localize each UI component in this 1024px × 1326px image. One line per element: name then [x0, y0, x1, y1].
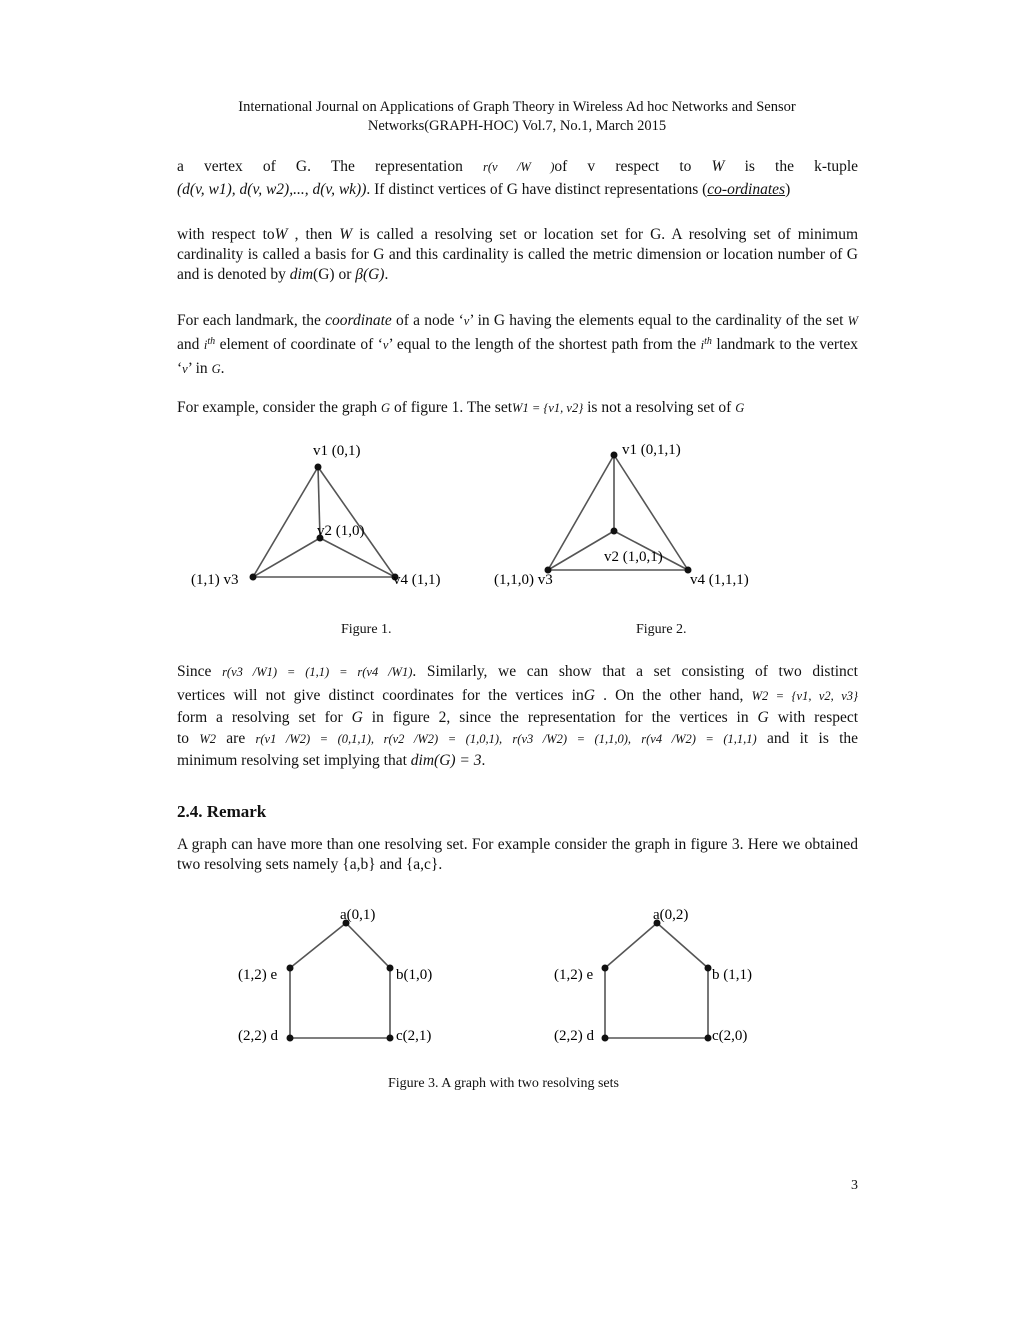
p4-text-c: is not a resolving set of	[587, 399, 732, 416]
p5-line-5	[177, 750, 858, 772]
edge-a-e	[290, 923, 346, 968]
paragraph-example	[177, 398, 858, 418]
p3-math-v3: v	[182, 362, 188, 376]
p3-text-h: ’ in	[187, 360, 208, 377]
label-c: c(2,0)	[712, 1028, 748, 1044]
node-c	[387, 1035, 394, 1042]
p3-coordinate-term: coordinate	[325, 312, 392, 329]
p1-line-1	[177, 157, 858, 177]
p4-math-set: W1 = {v1, v2}	[512, 401, 584, 415]
label-v1: v1 (0,1,1)	[622, 442, 681, 458]
p3-text-d: and	[177, 336, 200, 353]
node-v3	[250, 574, 257, 581]
p4-math-g1: G	[381, 401, 391, 415]
p2-text-a: with respect to	[177, 226, 275, 243]
p4-text-b: of figure 1. The set	[393, 399, 513, 416]
p1-math-w: W	[711, 158, 725, 175]
p2-text-d: (G) or	[313, 266, 352, 283]
p5-math-r3: r(v3 /W2) = (1,1,0),	[512, 732, 631, 746]
p1-text-a: a vertex of G. The representation	[177, 158, 463, 175]
node-e	[287, 965, 294, 972]
p5-math-dim: dim(G) = 3	[410, 752, 482, 769]
label-b: b (1,1)	[712, 967, 752, 983]
p5-math-g2: G	[757, 709, 769, 726]
label-b: b(1,0)	[396, 967, 433, 983]
p5-line-2	[177, 684, 858, 708]
p2-text-c: is called a resolving set or location set for G. A resolving set of minimum cardinality is called a basis for G and this cardinality is called the metric dimension or location number of G and is denoted by	[177, 226, 859, 283]
header-line-1: International Journal on Applications of Graph Theory in Wireless Ad hoc Networks and Sensor	[238, 99, 796, 115]
edge-a-b	[657, 923, 708, 968]
node-e	[602, 965, 609, 972]
p4-math-g2: G	[735, 401, 745, 415]
paragraph-remark: A graph can have more than one resolving set. For example consider the graph in figure 3. Here we obtained two resolving sets namely {a,b} and {a,c}.	[177, 836, 858, 873]
right-nodes	[602, 920, 712, 1042]
node-b	[387, 965, 394, 972]
p3-text-b: of a node ‘	[396, 312, 464, 329]
label-a: a(0,1)	[340, 907, 376, 923]
p5-math-eq1: r(v3 /W1) = (1,1) = r(v4 /W1)	[222, 665, 413, 679]
p5-text-b: . Similarly, we can show that a set consisting of two distinct	[412, 663, 858, 680]
p3-math-ith	[203, 335, 216, 352]
edge-a-e	[605, 923, 657, 968]
p2-dim: dim	[289, 266, 314, 283]
p5-text-e: form a resolving set for	[177, 709, 343, 726]
edge-v1-v3	[253, 467, 318, 577]
p5-text-a: Since	[177, 663, 212, 680]
left-edges	[290, 923, 390, 1038]
running-header	[150, 98, 884, 136]
edge-v2-v3	[253, 538, 320, 577]
figure-2-graph	[490, 435, 780, 595]
p3-ith-base: i	[203, 338, 208, 352]
paragraph-resolving-set	[177, 225, 858, 285]
p5-text-c: vertices will not give distinct coordinates for the vertices in	[177, 687, 584, 704]
p5-line-1	[177, 660, 858, 684]
p5-line-4	[177, 728, 858, 750]
figure-3-right-graph	[554, 907, 752, 1044]
edge-v1-v4	[318, 467, 395, 577]
p3-math-ith2	[700, 335, 712, 352]
p5-math-r4: r(v4 /W2) = (1,1,1)	[641, 732, 757, 746]
p2-math-w1: W	[274, 226, 288, 243]
figure-1-graph	[185, 435, 465, 595]
label-v2: v2 (1,0,1)	[604, 549, 663, 565]
p4-text-a: For example, consider the graph	[177, 399, 378, 416]
label-v3: (1,1) v3	[191, 572, 239, 588]
p5-text-f: in figure 2, since the representation for the vertices in	[371, 709, 749, 726]
section-heading: 2.4. Remark	[177, 802, 267, 821]
node-d	[602, 1035, 609, 1042]
p3-math-v1: v	[463, 314, 470, 328]
paragraph-coordinate	[177, 309, 858, 381]
p3-ith2-sup: th	[704, 335, 712, 347]
p5-text-l: .	[481, 752, 486, 769]
label-a: a(0,2)	[653, 907, 689, 923]
node-d	[287, 1035, 294, 1042]
figure-2-caption: Figure 2.	[636, 622, 687, 637]
p3-ith-sup: th	[207, 335, 216, 347]
p2-text-e: .	[384, 266, 389, 283]
label-d: (2,2) d	[238, 1028, 278, 1044]
header-line-2: Networks(GRAPH-HOC) Vol.7, No.1, March 2015	[367, 118, 667, 134]
p3-math-v2: v	[382, 338, 389, 352]
p5-text-g: with respect	[777, 709, 859, 726]
figure-3-graphs	[230, 900, 790, 1050]
p3-text-f: ’ equal to the length of the shortest path from the	[388, 336, 697, 353]
figure-1-nodes	[250, 464, 399, 581]
p3-ith2-base: i	[700, 338, 705, 352]
figure-3-left-graph	[238, 907, 432, 1044]
edge-a-b	[346, 923, 390, 968]
label-v4: v4 (1,1,1)	[690, 572, 749, 588]
p1-text-c: is the k-tuple	[744, 158, 859, 175]
figure-1-edges	[253, 467, 395, 577]
p3-text-i: .	[220, 360, 225, 377]
p1-text-d: . If distinct vertices of G have distinct representations (	[366, 181, 708, 198]
label-d: (2,2) d	[554, 1028, 594, 1044]
label-v1: v1 (0,1)	[313, 443, 361, 459]
p2-text-b: , then	[294, 226, 333, 243]
p3-math-w: W	[847, 314, 859, 328]
p1-text-e: )	[785, 181, 791, 198]
label-v3: (1,1,0) v3	[494, 572, 553, 588]
label-e: (1,2) e	[554, 967, 594, 983]
p5-text-k: minimum resolving set implying that	[177, 752, 407, 769]
p1-text-b: of v respect to	[554, 158, 692, 175]
p5-math-set: W2 = {v1, v2, v3}	[751, 689, 859, 703]
p5-text-h: to	[177, 730, 190, 747]
p5-math-r1: r(v1 /W2) = (0,1,1), r(v2 /W2) = (1,0,1),	[255, 732, 503, 746]
node-b	[705, 965, 712, 972]
p5-text-j: and it is the	[766, 730, 859, 747]
paragraph-since	[177, 660, 858, 772]
page-number: 3	[851, 1178, 858, 1193]
p3-text-a: For each landmark, the	[177, 312, 321, 329]
p1-line-2	[177, 180, 858, 200]
p3-text-e: element of coordinate of ‘	[219, 336, 383, 353]
node-c	[705, 1035, 712, 1042]
edge-v2-v4	[320, 538, 395, 577]
label-v4: v4 (1,1)	[393, 572, 441, 588]
figure-3-caption: Figure 3. A graph with two resolving sets	[388, 1076, 619, 1091]
p1-math-tuple: (d(v, w1), d(v, w2),..., d(v, wk))	[177, 181, 367, 198]
node-v1	[611, 452, 618, 459]
p2-math-beta: β(G)	[355, 266, 385, 283]
figure-1-caption: Figure 1.	[341, 622, 392, 637]
p3-text-g: landmark to the vertex ‘	[177, 336, 859, 377]
label-v2: v2 (1,0)	[317, 523, 365, 539]
node-v1	[315, 464, 322, 471]
p5-text-d: . On the other hand,	[603, 687, 744, 704]
p1-coordinates-term: co-ordinates	[707, 181, 786, 198]
p1-math-rep: r(v /W )	[483, 160, 555, 174]
left-nodes	[287, 920, 394, 1042]
p5-line-3	[177, 708, 858, 728]
p3-text-c: ’ in G having the elements equal to the cardinality of the set	[469, 312, 844, 329]
p5-math-w2: W2	[199, 732, 217, 746]
label-c: c(2,1)	[396, 1028, 432, 1044]
p5-math-g: G	[583, 687, 595, 704]
node-v2	[611, 528, 618, 535]
p5-text-i: are	[226, 730, 246, 747]
p5-math-g1: G	[351, 709, 363, 726]
p3-math-g: G	[211, 362, 221, 376]
paragraph-representation	[177, 157, 858, 200]
p2-math-w2: W	[339, 226, 353, 243]
label-e: (1,2) e	[238, 967, 278, 983]
right-edges	[605, 923, 708, 1038]
